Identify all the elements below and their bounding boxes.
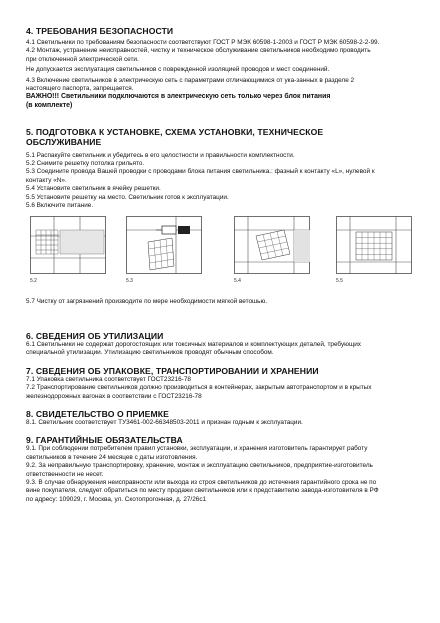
passport-page (26, 26, 416, 504)
s9-p2a: 9.2. За неправильную транспортировку, хранение, монтаж и эксплуатацию светильников, предприятие-изготовитель (26, 462, 373, 470)
section-5-title-line1: 5. ПОДГОТОВКА К УСТАНОВКЕ, СХЕМА УСТАНОВКИ, ТЕХНИЧЕСКОЕ (26, 126, 324, 137)
s6-p1a: 6.1 Светильники не содержат дорогостоящих или токсичных материалов и комплектующих деталей, требующих (26, 340, 361, 348)
section-8-title: 8. СВИДЕТЕЛЬСТВО О ПРИЕМКЕ (26, 408, 169, 419)
s9-p2b: ответственности не несет. (26, 470, 104, 478)
s9-p1a: 9.1. При соблюдении потребителем правил установки, эксплуатации, и хранения изготовитель гарантирует работу (26, 445, 368, 453)
figure-5-4-insert-luminaire (234, 216, 310, 274)
figure-caption-5-3: 5.3 (126, 278, 133, 285)
figure-caption-5-2: 5.2 (30, 278, 37, 285)
section-7-title: 7. СВЕДЕНИЯ ОБ УПАКОВКЕ, ТРАНСПОРТИРОВАНИИ И ХРАНЕНИИ (26, 365, 319, 376)
s4-p4b: настоящего паспорта, запрещается. (26, 85, 134, 93)
s4-warning-line1: ВАЖНО!!! Светильники подключаются в электрическую сеть только через блок питания (26, 93, 331, 101)
s4-warning-line2: (в комплекте) (26, 102, 73, 110)
s4-p1: 4.1 Светильники по требованиям безопасности соответствуют ГОСТ Р МЭК 60598-1-2003 и ГОСТ Р МЭК 60598-2-2-99. (26, 39, 380, 46)
s5-p3a: 5.3 Соедините провода Вашей проводки с проводами блока питания светильника.: фазный к контакту «L», нулевой к (26, 168, 375, 176)
section-4-title: 4. ТРЕБОВАНИЯ БЕЗОПАСНОСТИ (26, 26, 174, 36)
s5-p5: 5.5 Установите решетку на место. Светильник готов к эксплуатации. (26, 193, 229, 201)
section-6-title: 6. СВЕДЕНИЯ ОБ УТИЛИЗАЦИИ (26, 330, 164, 341)
s5-p2: 5.2 Снимите решетку потолка грильято. (26, 160, 145, 168)
s9-p3b: вине покупателя, следует обратиться по месту продажи светильников или к представителю завода-изготовителя в РФ (26, 487, 379, 495)
s7-p2b: железнодорожных вагонах в соответствии с ГОСТ23216-78 (26, 392, 202, 400)
s5-p3b: контакту «N». (26, 176, 67, 184)
section-5-title-line2: ОБСЛУЖИВАНИЕ (26, 136, 102, 147)
s5-p6: 5.6 Включите питание. (26, 202, 94, 210)
installation-figures (26, 216, 416, 300)
figure-5-3-wiring (126, 216, 202, 274)
s9-p3a: 9.3. В случае обнаружения неисправности или выхода из строя светильников до истечения гарантийного срока не по (26, 478, 377, 486)
s6-p1b: специальной утилизации. Утилизацию светильников проводят обычным способом. (26, 349, 274, 357)
s7-p2a: 7.2 Транспортирование светильников должно производиться в контейнерах, закрытым автотранспортом и в крытых (26, 384, 372, 392)
s9-p3c: по адресу: 109029, г. Москва, ул. Скотопрогонная, д. 27/26с1 (26, 495, 207, 503)
s8-p1: 8.1. Светильник соответствует ТУ3461-002-66348503-2011 и признан годным к эксплуатации. (26, 418, 303, 426)
s5-p1: 5.1 Распакуйте светильник и убедитесь в его целостности и правильности комплектности. (26, 151, 295, 159)
figure-5-5-grid-installed (336, 216, 412, 274)
figure-caption-5-5: 5.5 (336, 278, 343, 285)
figure-5-2-grid-ceiling (30, 216, 106, 274)
s5-p4: 5.4 Установите светильник в ячейку решетки. (26, 185, 161, 193)
s4-p4a: 4.3 Включение светильников в электрическую сеть с параметрами отличающимися от ука-занных в разделе 2 (26, 76, 355, 84)
section-9-title: 9. ГАРАНТИЙНЫЕ ОБЯЗАТЕЛЬСТВА (26, 435, 183, 446)
s5-p7: 5.7 Чистку от загрязнений производите по мере необходимости мягкой ветошью. (26, 298, 268, 306)
s4-p2b: при отключенной электрической сети. (26, 55, 139, 63)
figure-caption-5-4: 5.4 (234, 278, 241, 285)
s4-p2a: 4.2 Монтаж, устранение неисправностей, чистку и техническое обслуживание светильников необходимо проводить (26, 47, 371, 55)
s9-p1b: светильников в течение 24 месяцев с даты изготовления. (26, 453, 198, 461)
s7-p1: 7.1 Упаковка светильника соответствует ГОСТ23216-78 (26, 375, 191, 383)
s4-p3: Не допускается эксплуатация светильников с поврежденной изоляцией проводов и мест соединений. (26, 66, 330, 74)
